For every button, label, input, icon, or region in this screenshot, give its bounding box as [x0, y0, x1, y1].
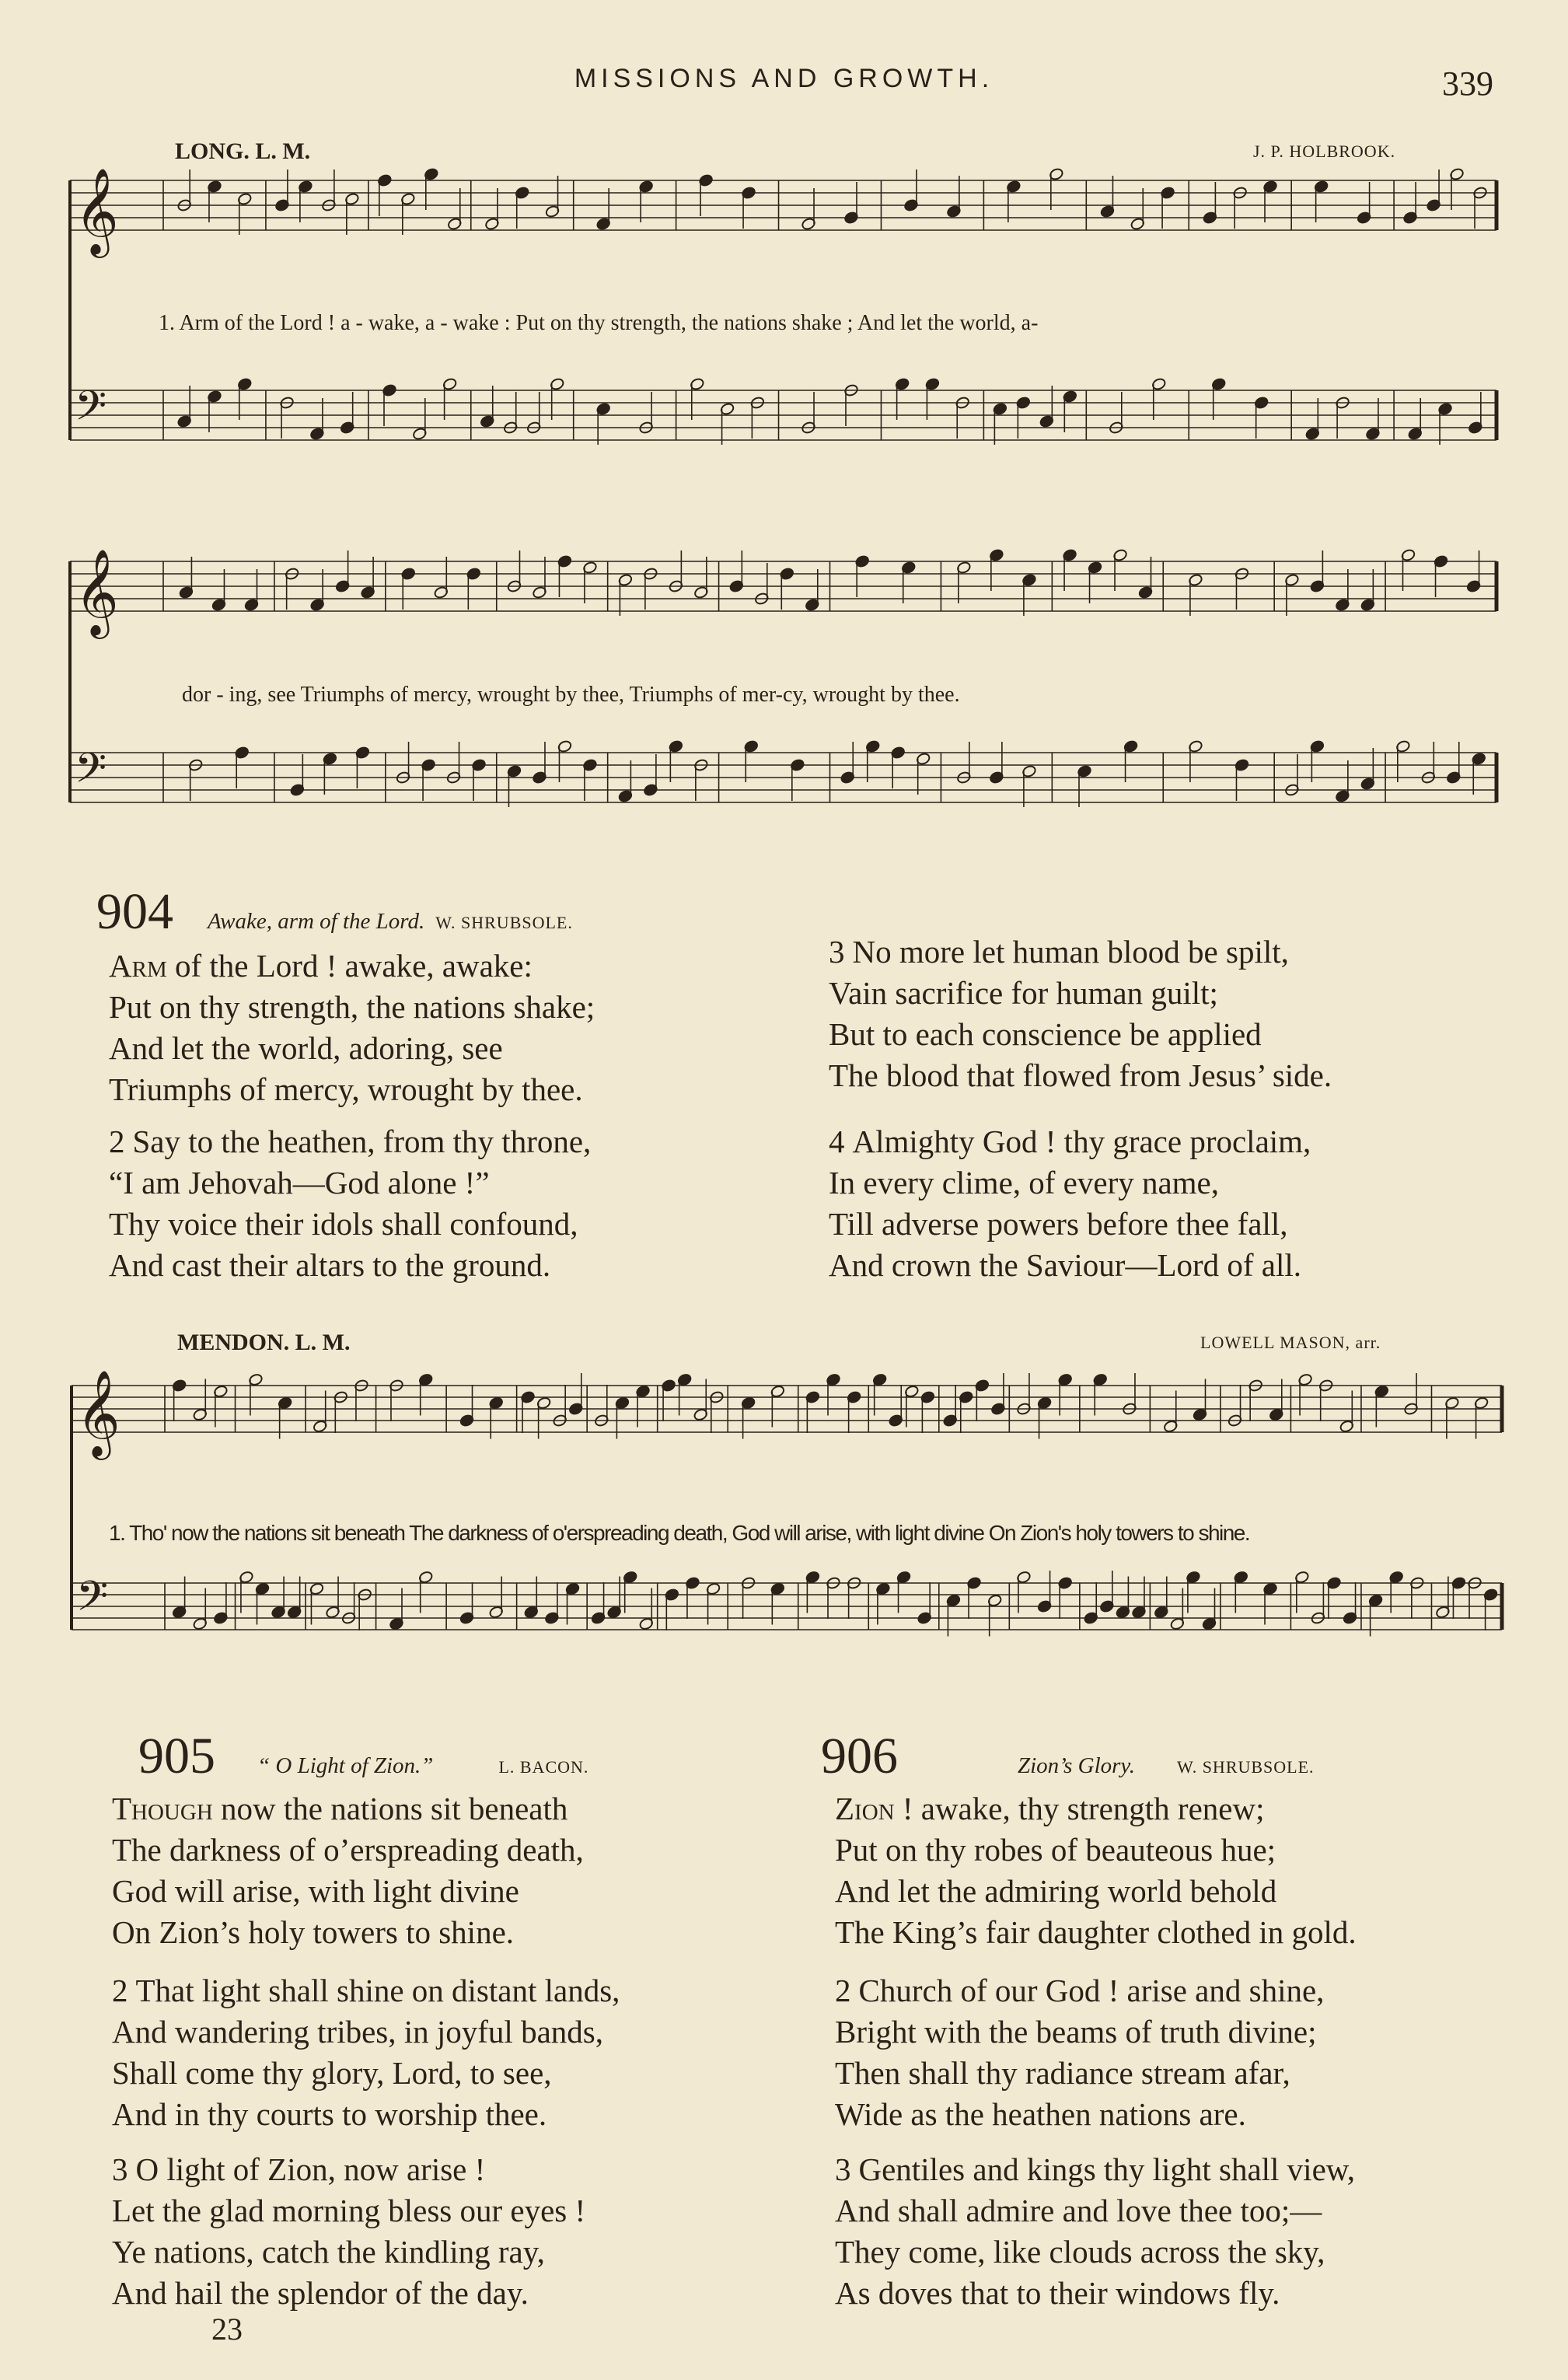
stanza-line: Wide as the heathen nations are. [835, 2096, 1246, 2132]
stanza-line-text: of the Lord ! awake, awake: [166, 948, 533, 984]
stanza-line [112, 1970, 620, 2011]
stanza-line: Thy voice their idols shall confound, [109, 1206, 578, 1242]
stanza-line: But to each conscience be applied [829, 1016, 1262, 1052]
stanza-number: 2 [112, 1973, 128, 2008]
stanza-line: And wandering tribes, in joyful bands, [112, 2014, 603, 2050]
treble-clef-icon: 𝄞 [76, 1369, 120, 1456]
stanza-number: 2 [835, 1973, 851, 2008]
stanza-line: “I am Jehovah—God alone !” [109, 1165, 490, 1200]
stanza-line [112, 1788, 584, 1830]
stanza-line-text: That light shall shine on distant lands, [135, 1973, 620, 2008]
stanza-line: In every clime, of every name, [829, 1165, 1220, 1200]
page-number: 339 [1442, 65, 1493, 103]
stanza-line [835, 2149, 1355, 2190]
stanza-line: Put on thy robes of beauteous hue; [835, 1832, 1276, 1868]
stanza [112, 1788, 584, 1953]
stanza-line [109, 945, 595, 987]
stanza-line [829, 1121, 1311, 1162]
stanza-line-text: ! awake, thy strength renew; [894, 1791, 1265, 1826]
stanza-line: Put on thy strength, the nations shake; [109, 989, 595, 1025]
hymn-title: Awake, arm of the Lord. [208, 909, 425, 934]
stanza-line-text: O light of Zion, now arise ! [135, 2151, 486, 2187]
stanza [112, 1970, 620, 2135]
stanza-line: The blood that flowed from Jesus’ side. [829, 1057, 1332, 1093]
hymn-header [96, 883, 573, 940]
stanza-line-text: No more let human blood be spilt, [852, 934, 1289, 970]
stanza [109, 945, 595, 1110]
tune-underlay: 1. Tho' now the nations sit beneath The darkness of o'erspreading death, God will arise, with light divine On Zion's holy towers to shine. [109, 1521, 1250, 1545]
stanza-line-text: Almighty God ! thy grace proclaim, [852, 1124, 1311, 1159]
stanza-line: Vain sacrifice for human guilt; [829, 975, 1218, 1011]
stanza [835, 2149, 1355, 2314]
stanza-line: And hail the splendor of the day. [112, 2275, 529, 2311]
hymn-header [821, 1728, 1315, 1784]
tune-name: MENDON. L. M. [177, 1330, 351, 1355]
treble-clef-icon: 𝄞 [75, 167, 119, 254]
stanza-line: The darkness of o’erspreading death, [112, 1832, 584, 1868]
hymn-author: W. SHRUBSOLE. [1176, 1757, 1315, 1777]
stanza-line [829, 931, 1332, 973]
hymn-author: W. SHRUBSOLE. [435, 913, 573, 932]
stanza-line-text: now the nations sit beneath [212, 1791, 568, 1826]
tune-composer: J. P. HOLBROOK. [1253, 142, 1396, 161]
stanza-number: 3 [829, 934, 845, 970]
stanza-line-text: Gentiles and kings thy light shall view, [858, 2151, 1355, 2187]
stanza [835, 1970, 1324, 2135]
stanza-line: And let the world, adoring, see [109, 1030, 503, 1066]
signature-mark: 23 [211, 2312, 243, 2347]
stanza-line-text: Church of our God ! arise and shine, [858, 1973, 1325, 2008]
hymn-number: 906 [821, 1728, 898, 1784]
stanza-lead-word: Though [112, 1791, 213, 1826]
stanza-line: Bright with the beams of truth divine; [835, 2014, 1317, 2050]
tune-composer: LOWELL MASON, arr. [1200, 1333, 1381, 1352]
stanza [109, 1121, 591, 1286]
stanza-line: Shall come thy glory, Lord, to see, [112, 2055, 552, 2091]
treble-clef-icon: 𝄞 [75, 548, 119, 635]
stanza-line: As doves that to their windows fly. [835, 2275, 1280, 2311]
stanza-line: And let the admiring world behold [835, 1873, 1277, 1909]
stanza [829, 931, 1332, 1096]
stanza-line: Then shall thy radiance stream afar, [835, 2055, 1290, 2091]
bass-clef-icon: 𝄢 [76, 1573, 109, 1630]
stanza-line: God will arise, with light divine [112, 1873, 519, 1909]
hymn-number: 905 [138, 1728, 215, 1784]
stanza-line: The King’s fair daughter clothed in gold. [835, 1914, 1357, 1950]
running-head: MISSIONS AND GROWTH. [574, 64, 994, 93]
stanza-line: Till adverse powers before thee fall, [829, 1206, 1288, 1242]
stanza-line: And in thy courts to worship thee. [112, 2096, 547, 2132]
bass-clef-icon: 𝄢 [75, 383, 107, 440]
stanza [835, 1788, 1357, 1953]
hymn-author: L. BACON. [498, 1757, 589, 1777]
stanza-line: And crown the Saviour—Lord of all. [829, 1247, 1302, 1283]
stanza-line: And cast their altars to the ground. [109, 1247, 551, 1283]
bass-clef-icon: 𝄢 [75, 745, 107, 802]
stanza [829, 1121, 1311, 1286]
stanza-line [112, 2149, 585, 2190]
stanza-line [835, 1788, 1357, 1830]
stanza-line: On Zion’s holy towers to shine. [112, 1914, 515, 1950]
stanza-number: 4 [829, 1124, 845, 1159]
stanza-line: Let the glad morning bless our eyes ! [112, 2193, 586, 2228]
stanza-line-text: Say to the heathen, from thy throne, [132, 1124, 592, 1159]
stanza-number: 3 [112, 2151, 128, 2187]
stanza-line: And shall admire and love thee too;— [835, 2193, 1322, 2228]
tune-name: LONG. L. M. [175, 138, 311, 164]
hymn-number: 904 [96, 883, 173, 940]
stanza [112, 2149, 585, 2314]
stanza-number: 2 [109, 1124, 125, 1159]
stanza-lead-word: Zion [835, 1791, 895, 1826]
stanza-line [835, 1970, 1324, 2011]
tune-underlay: dor - ing, see Triumphs of mercy, wrought by thee, Triumphs of mer-cy, wrought by thee. [182, 683, 960, 707]
hymn-title: “ O Light of Zion.” [257, 1753, 434, 1778]
stanza-number: 3 [835, 2151, 851, 2187]
stanza-lead-word: Arm [109, 948, 167, 984]
tune-underlay: 1. Arm of the Lord ! a - wake, a - wake : Put on thy strength, the nations shake ; And let the world, a- [159, 311, 1039, 335]
hymn-title: Zion’s Glory. [1018, 1753, 1135, 1778]
stanza-line [109, 1121, 591, 1162]
stanza-line: They come, like clouds across the sky, [835, 2234, 1325, 2270]
stanza-line: Ye nations, catch the kindling ray, [112, 2234, 545, 2270]
hymn-header [138, 1728, 589, 1784]
stanza-line: Triumphs of mercy, wrought by thee. [109, 1071, 583, 1107]
